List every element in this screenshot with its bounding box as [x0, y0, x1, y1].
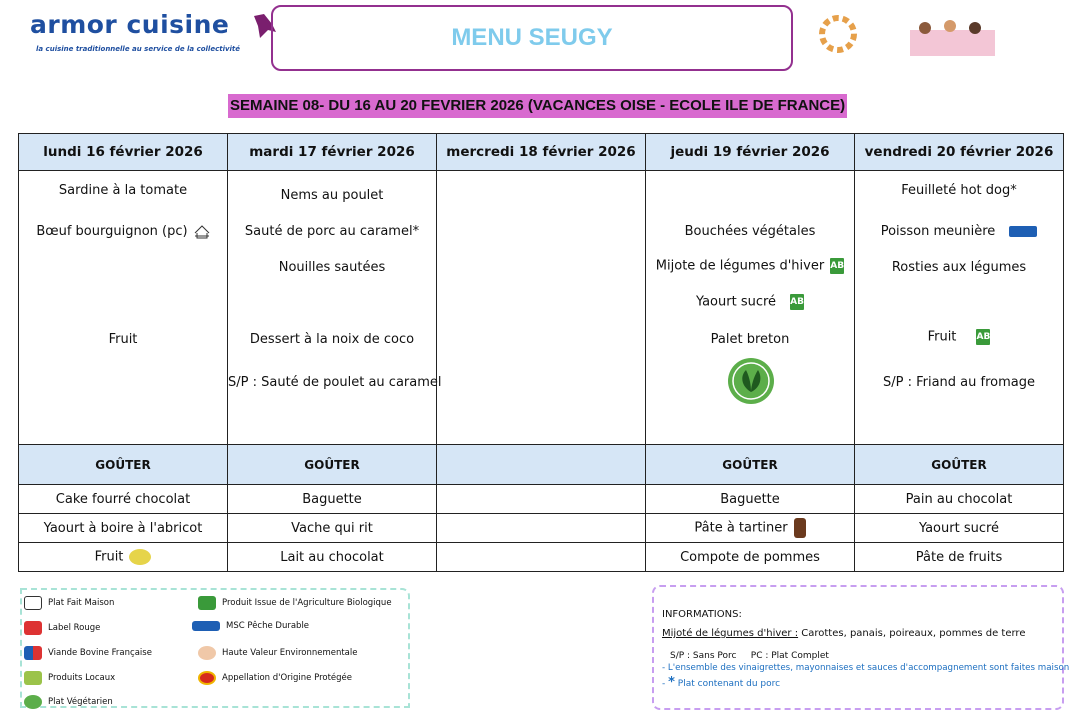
gouter-item: Yaourt sucré — [855, 514, 1064, 543]
fruit-icon — [129, 549, 151, 565]
homemade-icon — [24, 596, 42, 610]
menu-item: S/P : Sauté de poulet au caramel — [228, 375, 442, 390]
lunch-monday — [19, 171, 228, 445]
legend-item — [24, 596, 114, 610]
menu-item: Rosties aux légumes — [891, 260, 1027, 275]
gouter-item: Compote de pommes — [646, 543, 855, 572]
menu-table — [18, 133, 1064, 572]
aop-icon — [198, 671, 216, 685]
item-text: Fruit — [94, 549, 124, 565]
menu-item: S/P : Friand au fromage — [882, 375, 1035, 390]
organic-ab-icon: AB — [976, 329, 990, 345]
french-beef-icon — [24, 646, 42, 660]
spread-jar-icon — [794, 518, 806, 538]
hve-icon — [198, 646, 216, 660]
item-text: Fruit — [927, 329, 957, 345]
local-products-icon — [24, 671, 42, 685]
menu-item — [646, 258, 854, 274]
gouter-item: Vache qui rit — [228, 514, 437, 543]
homemade-icon — [194, 225, 210, 239]
legend-item — [24, 695, 113, 709]
children-circle-icon — [812, 10, 864, 58]
mijote-text: Carottes, panais, poireaux, pommes de terre — [798, 628, 1026, 639]
item-text: Pâte à tartiner — [694, 520, 788, 536]
legend-label: Viande Bovine Française — [48, 648, 152, 658]
organic-ab-icon: AB — [790, 294, 804, 310]
organic-ab-icon: AB — [830, 258, 844, 274]
msc-icon — [1009, 226, 1037, 237]
info-abbrev: S/P : Sans Porc PC : Plat Complet — [670, 651, 829, 661]
gouter-header-empty — [437, 445, 646, 485]
item-text: Mijote de légumes d'hiver — [655, 258, 825, 274]
armor-cuisine-logo: armor cuisine — [30, 10, 230, 39]
menu-item: Bouchées végétales — [684, 224, 816, 239]
menu-item — [855, 224, 1063, 239]
star-symbol: * — [668, 675, 675, 690]
gouter-header: GOÛTER — [855, 445, 1064, 485]
msc-icon — [192, 621, 220, 631]
day-header: mercredi 18 février 2026 — [437, 134, 646, 171]
menu-item — [855, 329, 1063, 345]
gouter-item: Cake fourré chocolat — [19, 485, 228, 514]
lunch-wednesday — [437, 171, 646, 445]
title-text: MENU SEUGY — [451, 24, 613, 51]
page-title — [271, 5, 793, 71]
pork-note: Plat contenant du porc — [674, 679, 781, 689]
menu-item: Nems au poulet — [280, 188, 384, 203]
gouter-item: Baguette — [228, 485, 437, 514]
info-mijote — [662, 628, 1054, 639]
legend-item — [198, 596, 392, 610]
gouter-item — [19, 543, 228, 572]
legend-label: Appellation d'Origine Protégée — [222, 673, 353, 683]
gouter-header: GOÛTER — [19, 445, 228, 485]
menu-item: Nouilles sautées — [278, 260, 386, 275]
legend-label: Label Rouge — [48, 623, 101, 633]
menu-item: Sardine à la tomate — [58, 183, 188, 198]
children-group-icon — [905, 10, 1000, 58]
day-header: vendredi 20 février 2026 — [855, 134, 1064, 171]
legend-label: Haute Valeur Environnementale — [222, 648, 358, 658]
day-header: mardi 17 février 2026 — [228, 134, 437, 171]
menu-item: Sauté de porc au caramel* — [244, 224, 420, 239]
lunch-tuesday — [228, 171, 442, 445]
info-line2: - * Plat contenant du porc — [662, 675, 781, 690]
menu-item — [19, 224, 227, 239]
menu-item — [646, 294, 854, 310]
gouter-empty — [437, 514, 646, 543]
gouter-item — [646, 514, 855, 543]
legend-item — [198, 671, 352, 685]
legend-label: Produits Locaux — [48, 673, 116, 683]
menu-item: Fruit — [108, 332, 138, 347]
legend-label: Plat Fait Maison — [48, 598, 115, 608]
legend-item — [24, 621, 100, 635]
legend-label: MSC Pêche Durable — [226, 621, 310, 631]
legend-item — [24, 671, 115, 685]
legend-item — [192, 621, 309, 631]
legend-box — [20, 588, 410, 708]
vegetarian-icon — [726, 356, 776, 406]
gouter-header: GOÛTER — [646, 445, 855, 485]
gouter-empty — [437, 543, 646, 572]
legend-label: Plat Végétarien — [48, 697, 113, 707]
menu-item: Palet breton — [710, 332, 790, 347]
menu-item: Dessert à la noix de coco — [249, 332, 415, 347]
gouter-item: Pâte de fruits — [855, 543, 1064, 572]
legend-item — [198, 646, 357, 660]
info-title: INFORMATIONS: — [662, 609, 742, 620]
day-header: jeudi 19 février 2026 — [646, 134, 855, 171]
gouter-empty — [437, 485, 646, 514]
day-header: lundi 16 février 2026 — [19, 134, 228, 171]
lunch-thursday — [646, 171, 855, 445]
vegetarian-icon — [24, 695, 42, 709]
label-rouge-icon — [24, 621, 42, 635]
item-text: Poisson meunière — [880, 224, 996, 239]
gouter-item: Yaourt à boire à l'abricot — [19, 514, 228, 543]
gouter-item: Baguette — [646, 485, 855, 514]
gouter-item: Pain au chocolat — [855, 485, 1064, 514]
mijote-label: Mijoté de légumes d'hiver : — [662, 628, 799, 639]
legend-item — [24, 646, 152, 660]
menu-item: Feuilleté hot dog* — [901, 183, 1017, 198]
gouter-header: GOÛTER — [228, 445, 437, 485]
item-text: Yaourt sucré — [695, 294, 777, 310]
item-text: Bœuf bourguignon (pc) — [36, 224, 188, 239]
week-banner: SEMAINE 08- DU 16 AU 20 FEVRIER 2026 (VACANCES OISE - ECOLE ILE DE FRANCE) — [228, 94, 847, 118]
info-line1: - L'ensemble des vinaigrettes, mayonnaises et sauces d'accompagnement sont faites maison — [662, 663, 1070, 673]
information-box — [652, 585, 1070, 710]
legend-label: Produit Issue de l'Agriculture Biologique — [222, 598, 392, 608]
organic-ab-icon — [198, 596, 216, 610]
gouter-item: Lait au chocolat — [228, 543, 437, 572]
logo-tagline: la cuisine traditionnelle au service de la collectivité — [36, 45, 241, 53]
lunch-friday — [855, 171, 1064, 445]
